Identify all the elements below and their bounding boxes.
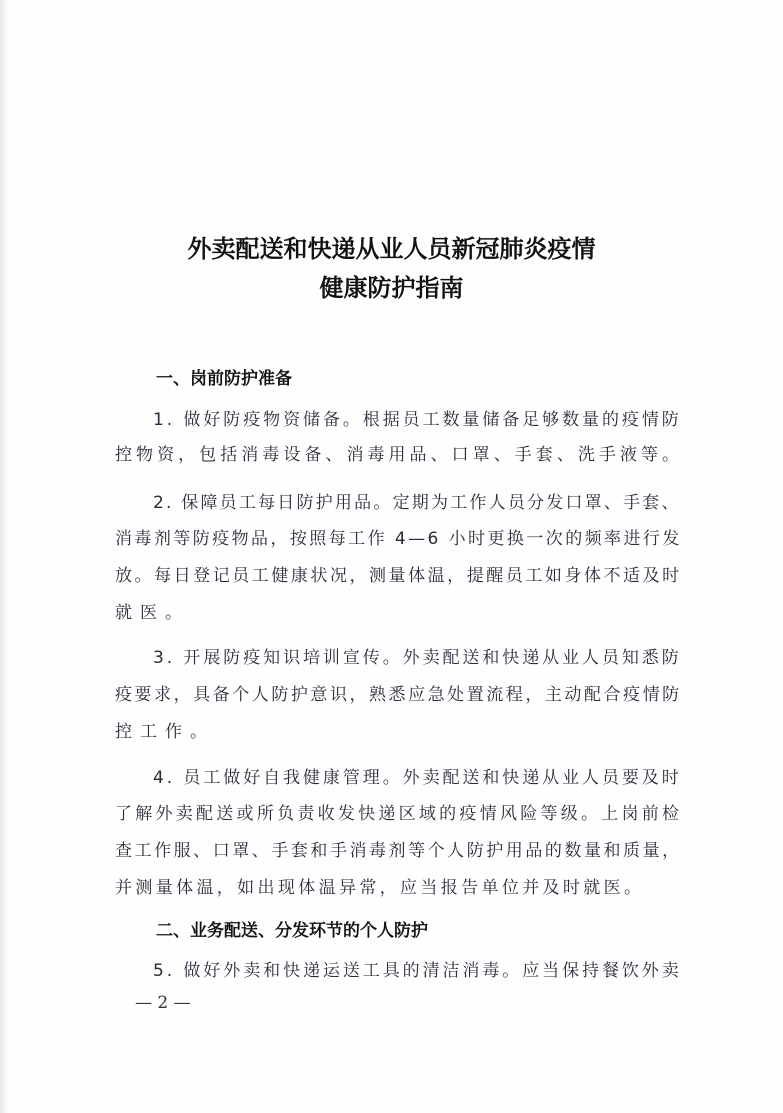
- document-title-line-1: 外卖配送和快递从业人员新冠肺炎疫情: [187, 234, 596, 263]
- paragraph-1-line-2: 控物资，包括消毒设备、消毒用品、口罩、手套、洗手液等。: [115, 445, 684, 465]
- paragraph-4-line-1: 4. 员工做好自我健康管理。外卖配送和快递从业人员要及时: [153, 768, 682, 788]
- paragraph-2-line-1: 2. 保障员工每日防护用品。定期为工作人员分发口罩、手套、: [153, 493, 681, 513]
- paragraph-4-line-3: 查工作服、口罩、手套和手消毒剂等个人防护用品的数量和质量，: [115, 841, 682, 861]
- paragraph-3-line-1: 3. 开展防疫知识培训宣传。外卖配送和快递从业人员知悉防: [153, 648, 682, 668]
- section-heading-1: 一、岗前防护准备: [156, 369, 292, 389]
- paragraph-2-line-2: 消毒剂等防疫物品，按照每工作 4—6 小时更换一次的频率进行发: [115, 529, 682, 549]
- scan-edge-shadow: [0, 0, 8, 1113]
- paragraph-3-line-3: 控工作。: [115, 722, 215, 742]
- paragraph-4-line-4: 并测量体温，如出现体温异常，应当报告单位并及时就医。: [115, 878, 645, 898]
- paragraph-1-line-1: 1. 做好防疫物资储备。根据员工数量储备足够数量的疫情防: [153, 410, 682, 430]
- paragraph-2-line-4: 就医。: [115, 603, 190, 623]
- document-title-line-2: 健康防护指南: [319, 273, 464, 302]
- paragraph-3-line-2: 疫要求，具备个人防护意识，熟悉应急处置流程，主动配合疫情防: [115, 685, 682, 705]
- section-heading-2: 二、业务配送、分发环节的个人防护: [156, 921, 428, 941]
- paragraph-2-line-3: 放。每日登记员工健康状况，测量体温，提醒员工如身体不适及时: [115, 566, 682, 586]
- paragraph-5-line-1: 5. 做好外卖和快递运送工具的清洁消毒。应当保持餐饮外卖: [153, 961, 682, 981]
- paragraph-4-line-2: 了解外卖配送或所负责收发快递区域的疫情风险等级。上岗前检: [115, 804, 683, 824]
- page-number: — 2 —: [135, 993, 191, 1013]
